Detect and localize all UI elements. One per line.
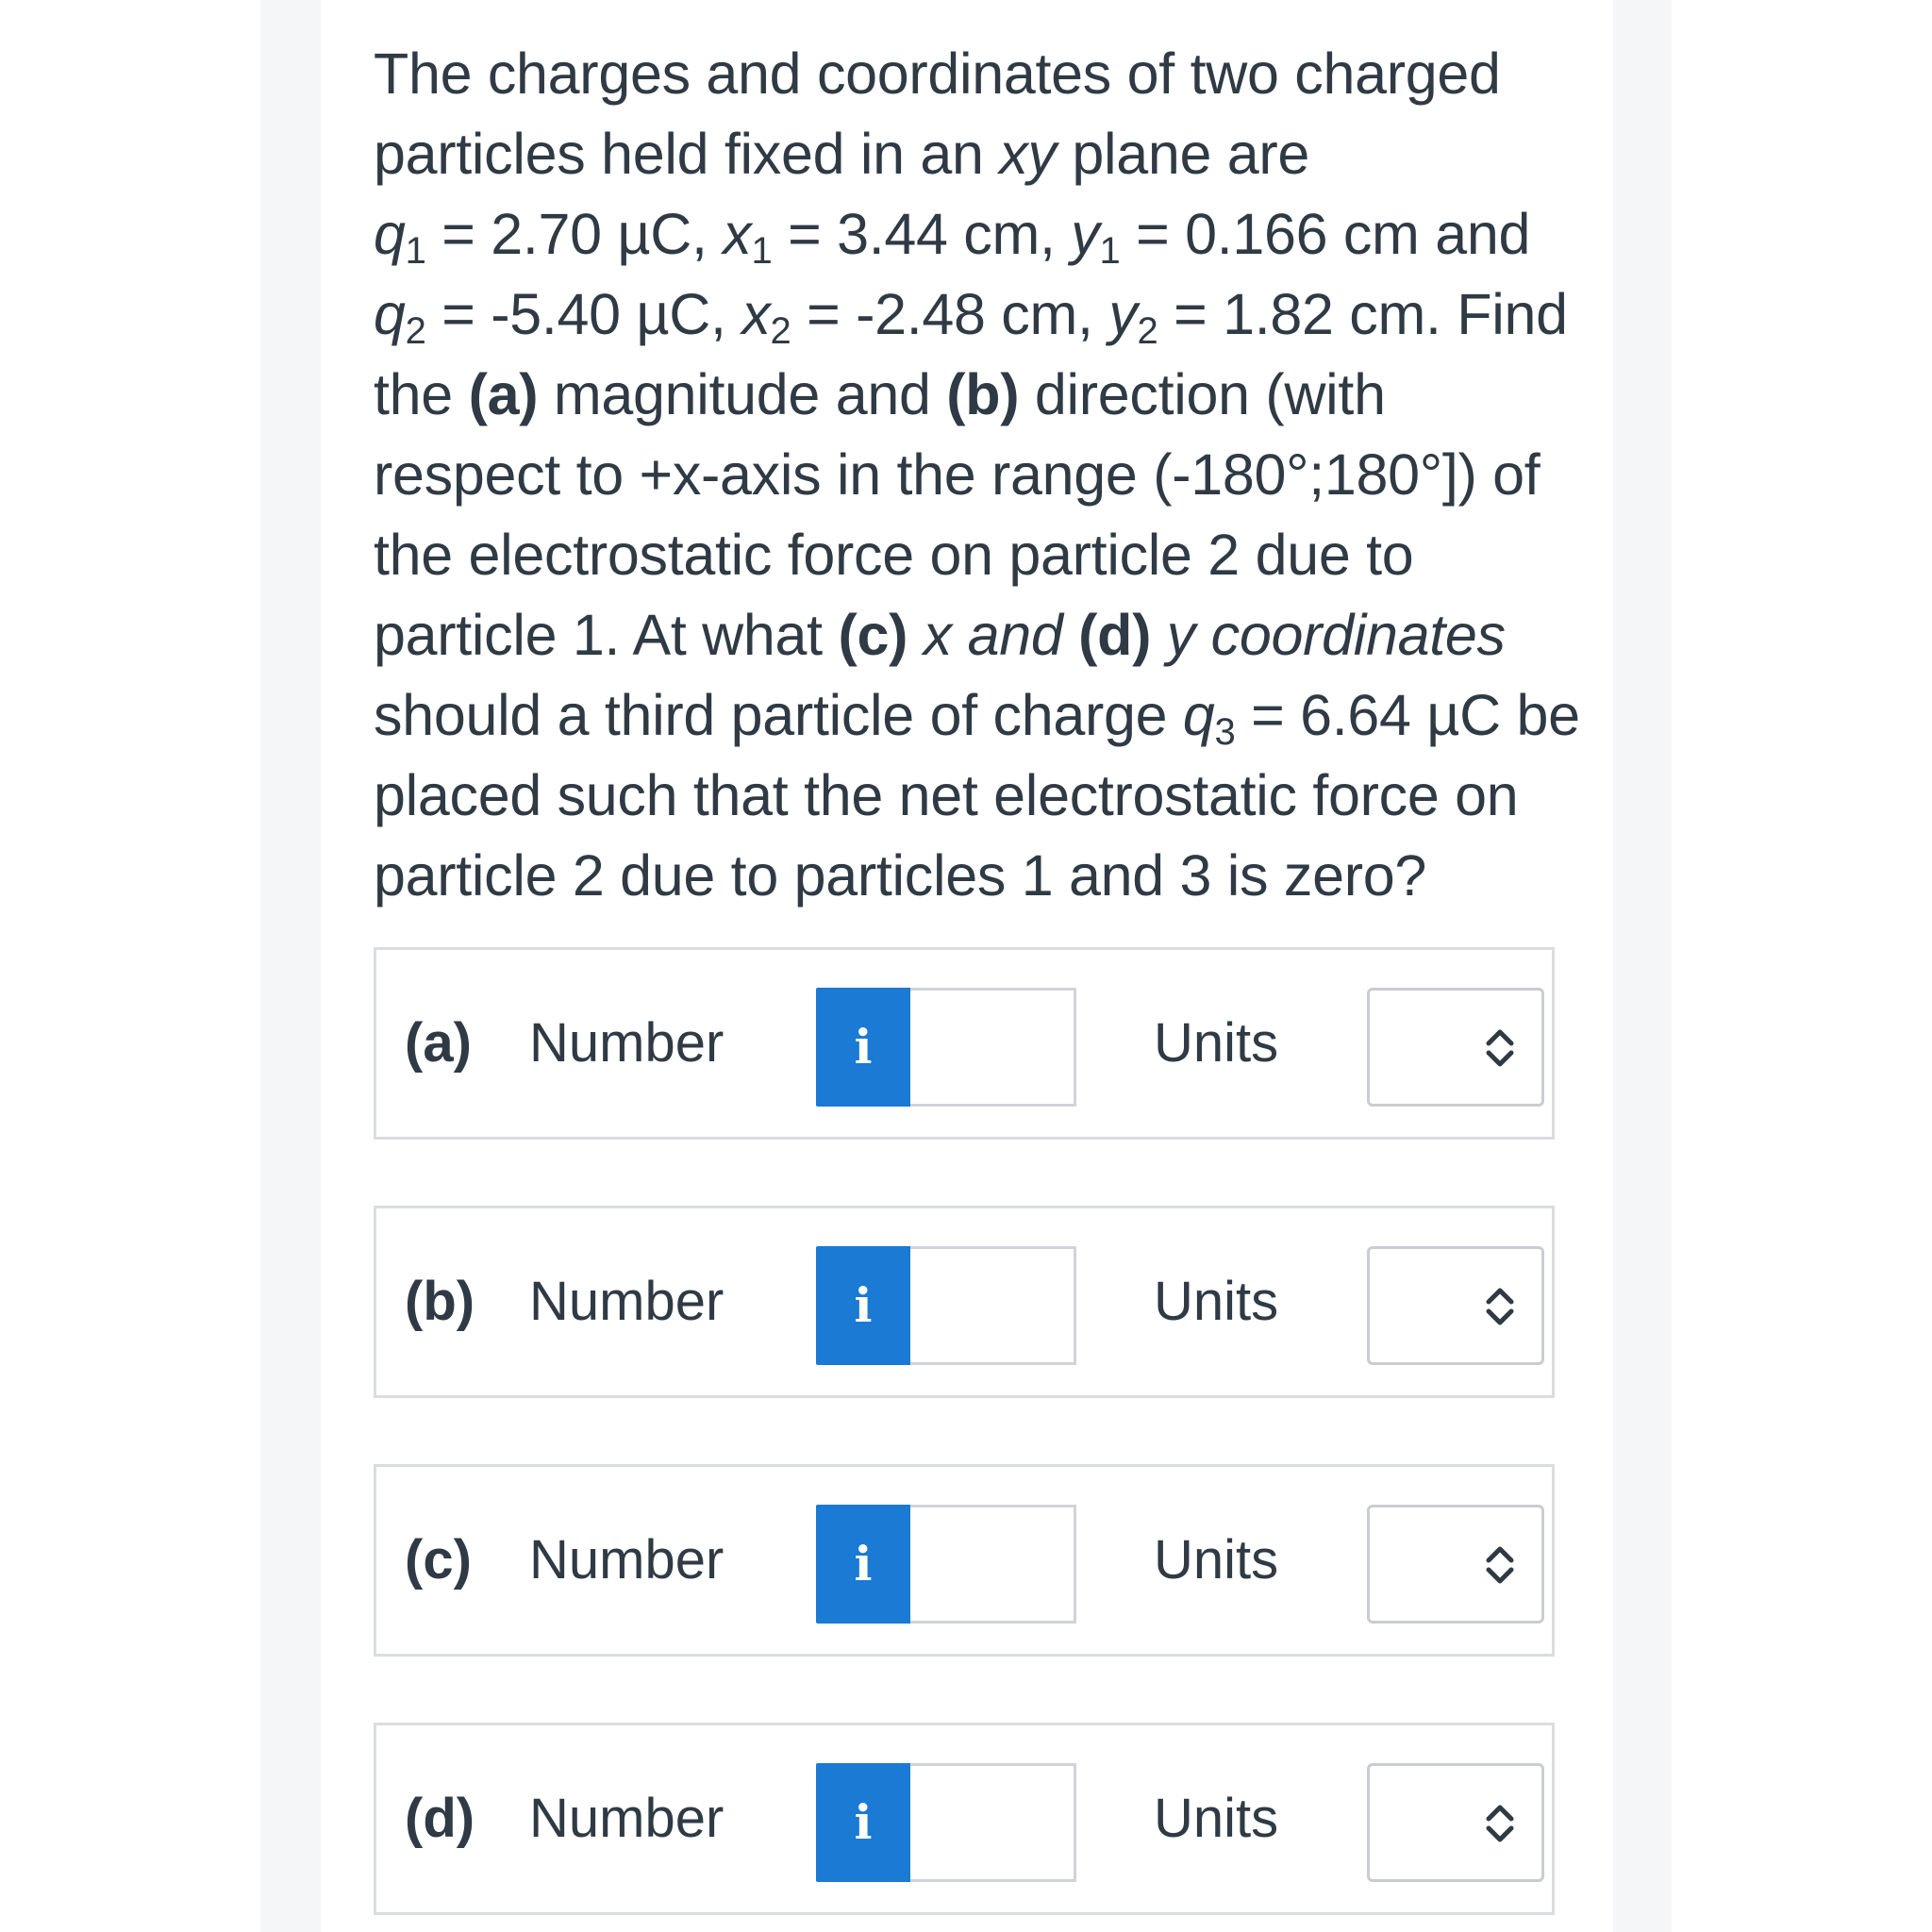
info-icon[interactable]: i — [816, 1246, 910, 1365]
question-line-4: $q_2 = -5.40$ µC, $x_2 = -2.48$ cm, $y_2 = 1.82$ cm. Find — [374, 282, 1568, 352]
part-label: (c) — [405, 1529, 472, 1591]
units-label: Units — [1154, 1271, 1279, 1332]
updown-chevron-icon — [1483, 1285, 1517, 1328]
question-line-1: The charges and coordinates of two charged — [374, 42, 1501, 106]
question-line-10: placed such that the net electrostatic force on — [374, 763, 1519, 827]
question-line-5: the (a) magnitude and (b) direction (with — [374, 362, 1386, 426]
part-label: (d) — [405, 1788, 475, 1849]
answer-row-d — [374, 1723, 1555, 1915]
question-line-2: particles held fixed in an xy plane are — [374, 122, 1310, 186]
info-icon[interactable]: i — [816, 988, 910, 1107]
number-label: Number — [529, 1788, 724, 1849]
right-gutter — [1613, 0, 1672, 1932]
question-line-8: particle 1. At what (c) x and (d) y coordinates — [374, 603, 1506, 667]
answer-row-a — [374, 947, 1555, 1140]
units-select[interactable] — [1367, 1246, 1544, 1365]
question-text — [374, 34, 1591, 916]
number-input[interactable] — [910, 1246, 1076, 1365]
info-icon[interactable]: i — [816, 1763, 910, 1882]
updown-chevron-icon — [1483, 1026, 1517, 1070]
question-line-11: particle 2 due to particles 1 and 3 is zero? — [374, 843, 1426, 908]
updown-chevron-icon — [1483, 1802, 1517, 1845]
question-line-3: $q_1 = 2.70$ µC, $x_1 = 3.44$ cm, $y_1 = 0.166$ cm and — [374, 202, 1531, 272]
part-label: (a) — [405, 1012, 472, 1074]
number-input[interactable] — [910, 1763, 1076, 1882]
answer-row-c — [374, 1464, 1555, 1657]
question-line-6: respect to +x-axis in the range (-180°;180°]) of — [374, 442, 1541, 507]
number-input[interactable] — [910, 1505, 1076, 1624]
units-label: Units — [1154, 1012, 1279, 1074]
question-line-7: the electrostatic force on particle 2 due to — [374, 523, 1414, 587]
info-icon[interactable]: i — [816, 1505, 910, 1624]
question-line-9: should a third particle of charge $q_3 = 6.64$ µC be — [374, 683, 1580, 753]
units-select[interactable] — [1367, 988, 1544, 1107]
units-select[interactable] — [1367, 1505, 1544, 1624]
number-label: Number — [529, 1012, 724, 1074]
units-select[interactable] — [1367, 1763, 1544, 1882]
number-label: Number — [529, 1271, 724, 1332]
updown-chevron-icon — [1483, 1543, 1517, 1587]
answer-row-b — [374, 1206, 1555, 1398]
left-gutter — [260, 0, 321, 1932]
number-label: Number — [529, 1529, 724, 1591]
units-label: Units — [1154, 1788, 1279, 1849]
units-label: Units — [1154, 1529, 1279, 1591]
part-label: (b) — [405, 1271, 475, 1332]
number-input[interactable] — [910, 988, 1076, 1107]
